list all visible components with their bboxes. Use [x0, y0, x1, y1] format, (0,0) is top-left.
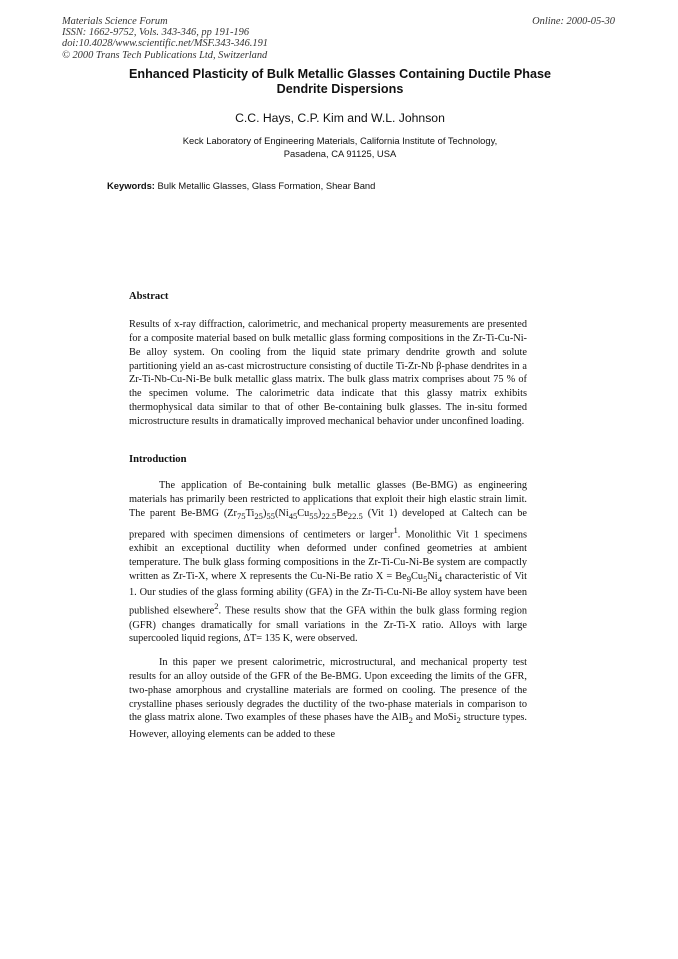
intro-p2-text-3: structure types. However, alloying elements can be added to these [129, 712, 527, 741]
intro-paragraph-2 [129, 656, 527, 742]
affiliation-line-1: Keck Laboratory of Engineering Materials, California Institute of Technology, [182, 135, 498, 146]
reference-2[interactable]: 2 [214, 601, 219, 612]
formula-sub: 45 [288, 510, 298, 521]
keywords-list: Bulk Metallic Glasses, Glass Formation, Shear Band [157, 180, 376, 191]
keywords-label: Keywords: [107, 180, 155, 191]
intro-p2-text-1: In this paper we present calorimetric, microstructural, and mechanical property test results for an alloy outside of the GFR of the Be-BMG. Upon exceeding the limits of the GFR, two-phase amorphous and crystalline materials are formed on cooling. The presence of the crystalline phases seriously degrades the ductility of the two-phase materials in comparison to the glass matrix alone. Two examples of these phases have the AlB [129, 657, 527, 724]
formula-sub: 55 [309, 510, 318, 521]
title-line-2: Dendrite Dispersions [276, 82, 404, 96]
formula-sub: 9 [406, 573, 412, 584]
title-line-1: Enhanced Plasticity of Bulk Metallic Glasses Containing Ductile Phase [128, 67, 551, 81]
formula-sub: 22.5 [347, 510, 363, 521]
intro-p1-text-3: . Monolithic Vit 1 specimens exhibit an exceptional ductility when deformed under confined geometries at ambient temperature. The bulk glass forming compositions in the Zr-Ti-Cu-Ni-Be system are compactly written as Zr-Ti-X, where X represents the Cu-Ni-Be ratio X = Be [129, 529, 527, 582]
formula-paren: ) [317, 507, 322, 519]
copyright-line: © 2000 Trans Tech Publications Ltd, Switzerland [62, 49, 268, 61]
issn-line: ISSN: 1662-9752, Vols. 343-346, pp 191-196 [62, 27, 250, 39]
introduction-heading: Introduction [129, 454, 187, 465]
authors: C.C. Hays, C.P. Kim and W.L. Johnson [235, 111, 445, 125]
intro-paragraph-1 [129, 479, 527, 646]
formula-element: Ti [245, 507, 255, 519]
keywords [107, 180, 375, 191]
formula-sub: 2 [456, 715, 461, 726]
intro-p1-text-5: . These results show that the GFA within the bulk glass forming region (GFR) changes dramatically for small variations in the Zr-Ti-X ratio. Alloys with large supercooled liquid regions, ΔT= 135 K, were observed. [129, 605, 527, 645]
formula-element: Cu [411, 570, 424, 582]
formula-element: Ni [427, 570, 438, 582]
formula-sub: 25 [254, 510, 263, 521]
paper-title [60, 67, 620, 97]
formula-sub: 5 [423, 573, 428, 584]
reference-1[interactable]: 1 [393, 524, 398, 535]
online-date: Online: 2000-05-30 [532, 16, 615, 27]
formula-sub: 2 [408, 715, 413, 726]
affiliation [60, 135, 620, 160]
formula-sub: 55 [266, 510, 275, 521]
abstract-text: Results of x-ray diffraction, calorimetric, and mechanical property measurements are presented for a composite material based on bulk metallic glass forming compositions in the Zr-Ti-Cu-Ni-Be alloy system. On cooling from the liquid state primary dendrite growth and solute partitioning yield an as-cast microstructure consisting of ductile Ti-Zr-Nb β-phase dendrites in a Zr-Ti-Nb-Cu-Ni-Be bulk metallic glass matrix. The bulk glass matrix comprises about 75 % of the specimen volume. The calorimetric data indicate that this glassy matrix exhibits thermophysical data similar to that of other Be-containing bulk glasses. The in-situ formed microstructure results in dramatically improved mechanical behavior under unconfined loading. [129, 319, 527, 427]
journal-header [62, 16, 268, 61]
intro-p2-text-2: and MoSi [412, 712, 457, 724]
intro-p1-text-2: (Vit 1) developed at Caltech can be prepared with specimen dimensions of centimeters or larger [129, 507, 527, 540]
formula-sub: 4 [437, 573, 442, 584]
intro-p1-text-1: The application of Be-containing bulk metallic glasses (Be-BMG) as engineering materials has primarily been restricted to applications that exploit their high elastic strain limit. The parent Be-BMG (Zr [129, 480, 527, 519]
journal-name: Materials Science Forum [62, 16, 168, 27]
doi-link[interactable]: doi:10.4028/www.scientific.net/MSF.343-346.191 [62, 38, 268, 50]
abstract-heading: Abstract [129, 291, 169, 302]
affiliation-line-2: Pasadena, CA 91125, USA [283, 147, 397, 159]
formula-element: (Ni [274, 507, 289, 519]
formula-element: Be [336, 507, 348, 519]
formula-element: Cu [297, 507, 310, 519]
formula-paren: ) [262, 507, 267, 519]
formula-sub: 75 [236, 510, 246, 521]
formula-sub: 22.5 [321, 510, 337, 521]
intro-p1-text-4: characteristic of Vit 1. Our studies of the glass forming ability (GFA) in the Zr-Ti-Cu-Ni-Be alloy system have been published elsewhere [129, 570, 527, 617]
